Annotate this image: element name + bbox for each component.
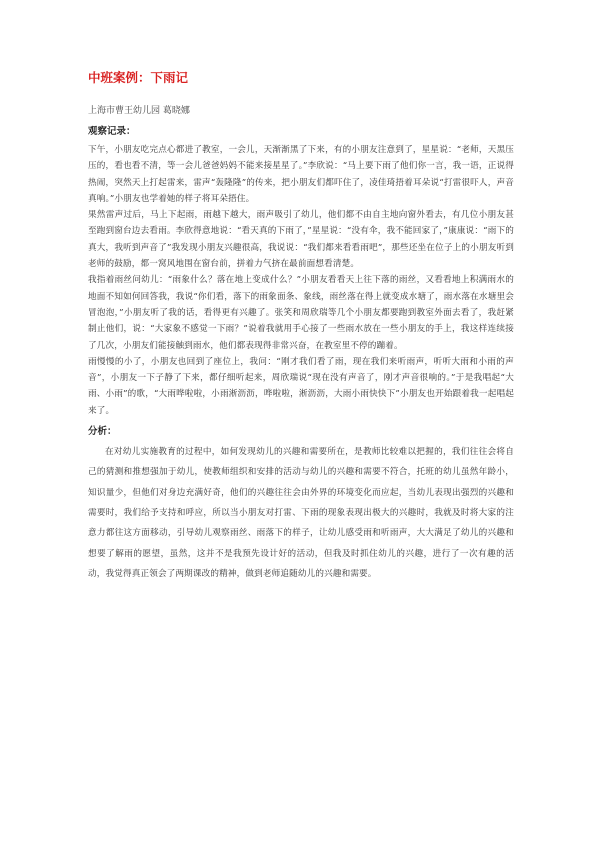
analysis-paragraph: 在对幼儿实施教育的过程中，如何发现幼儿的兴趣和需要所在，是教师比较难以把握的，我们往往会将自己的猜测和推想强加于幼儿，使教师组织和安排的活动与幼儿的兴趣和需要不符合，托班的幼儿虽然年龄小，知识量少，但他们对身边充满好奇，他们的兴趣往往会由外界的环境变化而应起，当幼儿表现出强烈的兴趣和需要时，我们给予支持和呼应，所以当小朋友对打雷、下雨的现象表现出极大的兴趣时，我就及时将大家的注意力都往这方面移动，引导幼儿观察雨丝、雨落下的样子，让幼儿感受雨和听雨声，大大满足了幼儿的兴趣和想要了解雨的愿望，虽然，这并不是我预先设计好的活动，但我及时抓住幼儿的兴趣，进行了一次有趣的活动，我觉得真正领会了两期课改的精神，做到老师追随幼儿的兴趣和需要。: [88, 447, 514, 579]
analysis-heading: 分析：: [88, 426, 117, 438]
observation-heading: 观察记录：: [88, 126, 136, 137]
observation-paragraph-1: 下午，小朋友吃完点心都进了教室，一会儿，天渐渐黑了下来，有的小朋友注意到了，星星说：“老师，天黑压压的，看也看不清，等一会儿爸爸妈妈不能来接星星了。”李欣说：“马上要下雨了他们你一言，我一语，正说得热闹，突然天上打起雷来，雷声“轰隆隆”的传来，把小朋友们都吓住了，凌佳琦捂着耳朵说“打雷很吓人，声音真响。”小朋友也学着她的样子将耳朵捂住。: [88, 145, 514, 204]
document-page: [88, 70, 514, 584]
observation-paragraph-2: 果然雷声过后，马上下起雨，雨越下越大，雨声吸引了幼儿，他们都不由自主地向窗外看去，有几位小朋友甚至跑到窗台边去看雨。李欣得意地说：“看天真的下雨了，”星星说：“没有伞，我不能回家了，”康康说：“雨下的真大，我听到声音了”我发现小朋友兴趣很高，我说说：“我们都来看看雨吧”，那些还坐在位子上的小朋友听到老师的鼓励，都一窝风地围在窗台前，拼着力气挤在最前面想看清楚。: [88, 210, 514, 270]
observation-paragraph-4: 雨慢慢的小了，小朋友也回到了座位上，我问：“刚才我们看了雨，现在我们来听雨声，听听大雨和小雨的声音”，小朋友一下子静了下来，都仔细听起来，周欣瑞说“现在没有声音了，刚才声音很响的。”于是我唱起“大雨、小雨”的歌，“大雨哗啦啦，小雨淅沥沥，哗啦啦，淅沥沥，大雨小雨快快下”小朋友也开始跟着我一起唱起来了。: [88, 356, 514, 416]
observation-paragraph-3: 我指着雨丝问幼儿：“雨象什么？落在地上变成什么？”小朋友看看天上往下落的雨丝，又看看地上积满雨水的地面不知如何回答我，我说“你们看，落下的雨象面条、象线，雨丝落在得上就变成水塘了，雨水落在水塘里会冒泡泡，”小朋友听了我的话，看得更有兴趣了。张笑和周欣瑞等几个小朋友都要跑到教室外面去看了，我赶紧制止他们，说：“大家象不感觉一下雨？”说着我就用手心接了一些雨水放在一些小朋友的手上，我这样连续接了几次，小朋友们能接触到雨水，他们都表现得非常兴奋，在教室里不停的蹦着。: [88, 275, 514, 351]
author-line: 上海市曹王幼儿园 葛晓娜: [88, 106, 190, 116]
document-title: 中班案例：下雨记: [88, 70, 189, 85]
